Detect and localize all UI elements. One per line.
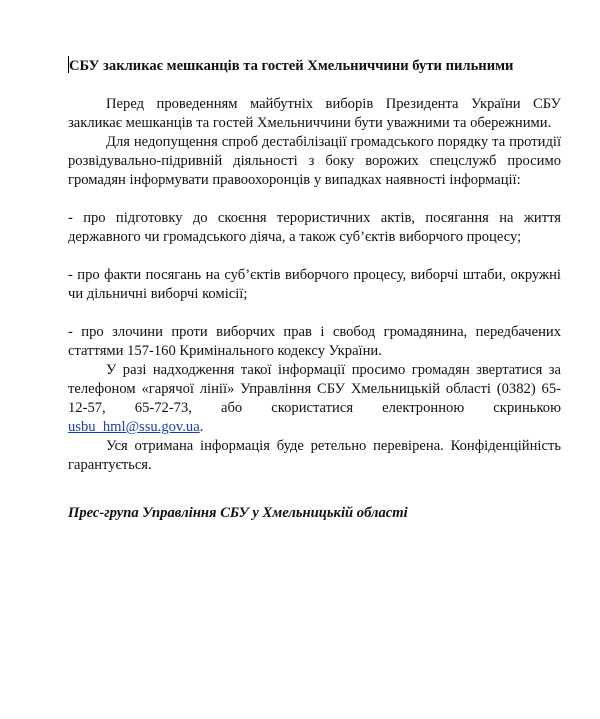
document-title: [68, 56, 561, 76]
paragraph-contacts: [68, 361, 561, 437]
contacts-text: У разі надходження такої інформації просимо громадян звертатися за телефоном «гарячої лінії» Управління СБУ Хмельницькій області (0382) 65-12-57, 65-72-73, або скористатися електронною скринькою: [68, 362, 561, 416]
document-body: [68, 56, 561, 523]
email-link[interactable]: usbu_hml@ssu.gov.ua: [68, 419, 200, 435]
signature: Прес-група Управління СБУ у Хмельницькій області: [68, 505, 408, 521]
contacts-end: .: [199, 419, 204, 435]
paragraph-confidentiality: Уся отримана інформація буде ретельно перевірена. Конфіденційність гарантується.: [68, 438, 561, 473]
paragraph-intro: Перед проведенням майбутніх виборів Президента України СБУ закликає мешканців та гостей Хмельниччини бути уважними та обережними.: [68, 96, 561, 131]
list-item-attacks: - про факти посягань на суб’єктів виборчого процесу, виборчі штаби, окружні чи дільничні виборчі комісії;: [68, 267, 561, 302]
paragraph-request: Для недопущення спроб дестабілізації громадського порядку та протидії розвідувально-підривній діяльності з боку ворожих спецслужб просимо громадян інформувати правоохоронців у випадках наявності інформації:: [68, 134, 561, 188]
list-item-crimes: - про злочини проти виборчих прав і свобод громадянина, передбачених статтями 157-160 Кримінального кодексу України.: [68, 324, 561, 359]
list-item-terrorism: - про підготовку до скоєння терористичних актів, посягання на життя державного чи громадського діяча, а також суб’єктів виборчого процесу;: [68, 210, 561, 245]
document-title-text: СБУ закликає мешканців та гостей Хмельниччини бути пильними: [69, 58, 514, 74]
